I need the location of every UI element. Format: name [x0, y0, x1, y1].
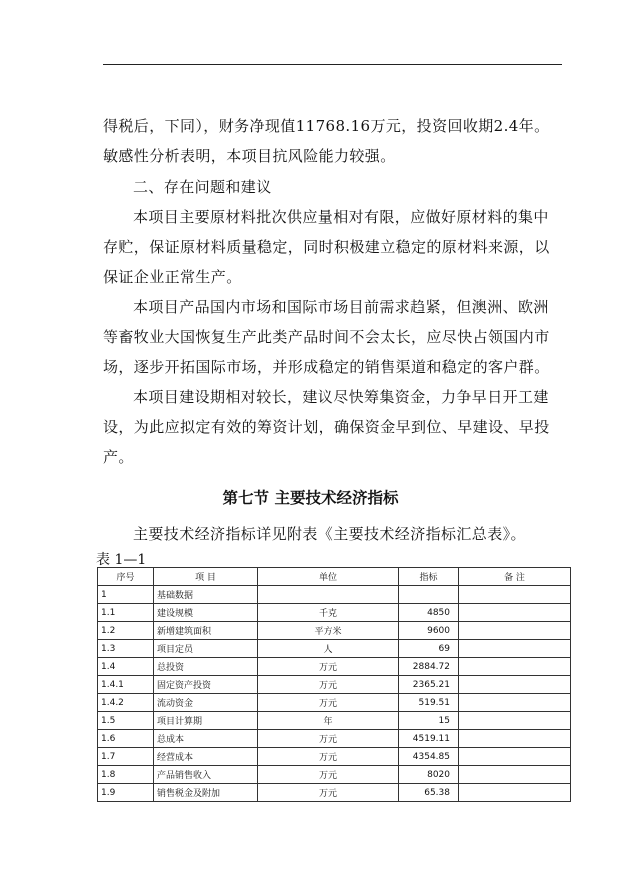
header-item: 项 目 — [154, 568, 258, 586]
intro-text: 主要技术经济指标详见附表《主要技术经济指标汇总表》。 — [133, 525, 526, 543]
cell-note — [459, 658, 571, 676]
cell-item: 项目定员 — [154, 640, 258, 658]
cell-seq: 1.7 — [98, 748, 154, 766]
table-row — [98, 676, 571, 694]
header-value: 指标 — [399, 568, 459, 586]
header-unit: 单位 — [258, 568, 399, 586]
subheading-problems-suggestions: 二、存在问题和建议 — [133, 178, 272, 196]
cell-unit — [258, 586, 399, 604]
cell-value: 9600 — [399, 622, 459, 640]
cell-note — [459, 748, 571, 766]
header-rule — [103, 64, 562, 65]
cell-unit: 千克 — [258, 604, 399, 622]
cell-value: 69 — [399, 640, 459, 658]
table-row — [98, 694, 571, 712]
cell-note — [459, 784, 571, 802]
paragraph-financial-summary: 得税后，下同），财务净现值11768.16万元，投资回收期2.4年。敏感性分析表明，本项目抗风险能力较强。 — [103, 117, 550, 165]
paragraph-raw-materials: 本项目主要原材料批次供应量相对有限，应做好原材料的集中存贮，保证原材料质量稳定，同时积极建立稳定的原材料来源，以保证企业正常生产。 — [103, 208, 550, 286]
cell-value — [399, 586, 459, 604]
cell-value: 4519.11 — [399, 730, 459, 748]
cell-unit: 年 — [258, 712, 399, 730]
cell-unit: 万元 — [258, 784, 399, 802]
cell-seq: 1.9 — [98, 784, 154, 802]
cell-item: 销售税金及附加 — [154, 784, 258, 802]
cell-note — [459, 676, 571, 694]
table-row — [98, 658, 571, 676]
cell-value: 2884.72 — [399, 658, 459, 676]
cell-seq: 1 — [98, 586, 154, 604]
cell-note — [459, 730, 571, 748]
cell-seq: 1.8 — [98, 766, 154, 784]
cell-note — [459, 604, 571, 622]
table-row — [98, 586, 571, 604]
table-label: 表 1—1 — [96, 552, 147, 568]
cell-item: 固定资产投资 — [154, 676, 258, 694]
cell-unit: 万元 — [258, 748, 399, 766]
cell-item: 总投资 — [154, 658, 258, 676]
cell-item: 新增建筑面积 — [154, 622, 258, 640]
cell-value: 65.38 — [399, 784, 459, 802]
cell-seq: 1.4.2 — [98, 694, 154, 712]
cell-value: 4354.85 — [399, 748, 459, 766]
technical-economic-indicators-table — [97, 567, 571, 802]
cell-note — [459, 694, 571, 712]
table-body — [98, 586, 571, 802]
cell-item: 经营成本 — [154, 748, 258, 766]
cell-note — [459, 766, 571, 784]
cell-seq: 1.4 — [98, 658, 154, 676]
cell-item: 项目计算期 — [154, 712, 258, 730]
cell-unit: 人 — [258, 640, 399, 658]
table-header-row — [98, 568, 571, 586]
cell-item: 基础数据 — [154, 586, 258, 604]
cell-seq: 1.6 — [98, 730, 154, 748]
cell-unit: 万元 — [258, 676, 399, 694]
cell-value: 15 — [399, 712, 459, 730]
table-row — [98, 622, 571, 640]
cell-note — [459, 586, 571, 604]
cell-value: 2365.21 — [399, 676, 459, 694]
cell-unit: 万元 — [258, 730, 399, 748]
cell-note — [459, 640, 571, 658]
table-row — [98, 784, 571, 802]
cell-seq: 1.1 — [98, 604, 154, 622]
cell-seq: 1.3 — [98, 640, 154, 658]
paragraph-market: 本项目产品国内市场和国际市场目前需求趋紧，但澳洲、欧洲等畜牧业大国恢复生产此类产品时间不会太长，应尽快占领国内市场，逐步开拓国际市场，并形成稳定的销售渠道和稳定的客户群。 — [103, 298, 550, 376]
section-heading: 第七节 主要技术经济指标 — [222, 489, 399, 507]
cell-unit: 平方米 — [258, 622, 399, 640]
table-row — [98, 604, 571, 622]
table-row — [98, 748, 571, 766]
table-row — [98, 640, 571, 658]
cell-unit: 万元 — [258, 766, 399, 784]
cell-value: 4850 — [399, 604, 459, 622]
cell-seq: 1.5 — [98, 712, 154, 730]
cell-note — [459, 712, 571, 730]
table-row — [98, 730, 571, 748]
cell-value: 519.51 — [399, 694, 459, 712]
cell-seq: 1.2 — [98, 622, 154, 640]
header-note: 备 注 — [459, 568, 571, 586]
cell-value: 8020 — [399, 766, 459, 784]
cell-item: 流动资金 — [154, 694, 258, 712]
paragraph-construction: 本项目建设期相对较长，建议尽快筹集资金，力争早日开工建设，为此应拟定有效的筹资计划，确保资金早到位、早建设、早投产。 — [103, 388, 550, 466]
cell-unit: 万元 — [258, 658, 399, 676]
cell-item: 建设规模 — [154, 604, 258, 622]
table-row — [98, 712, 571, 730]
cell-item: 产品销售收入 — [154, 766, 258, 784]
cell-note — [459, 622, 571, 640]
cell-item: 总成本 — [154, 730, 258, 748]
cell-seq: 1.4.1 — [98, 676, 154, 694]
cell-unit: 万元 — [258, 694, 399, 712]
header-seq: 序号 — [98, 568, 154, 586]
table-row — [98, 766, 571, 784]
